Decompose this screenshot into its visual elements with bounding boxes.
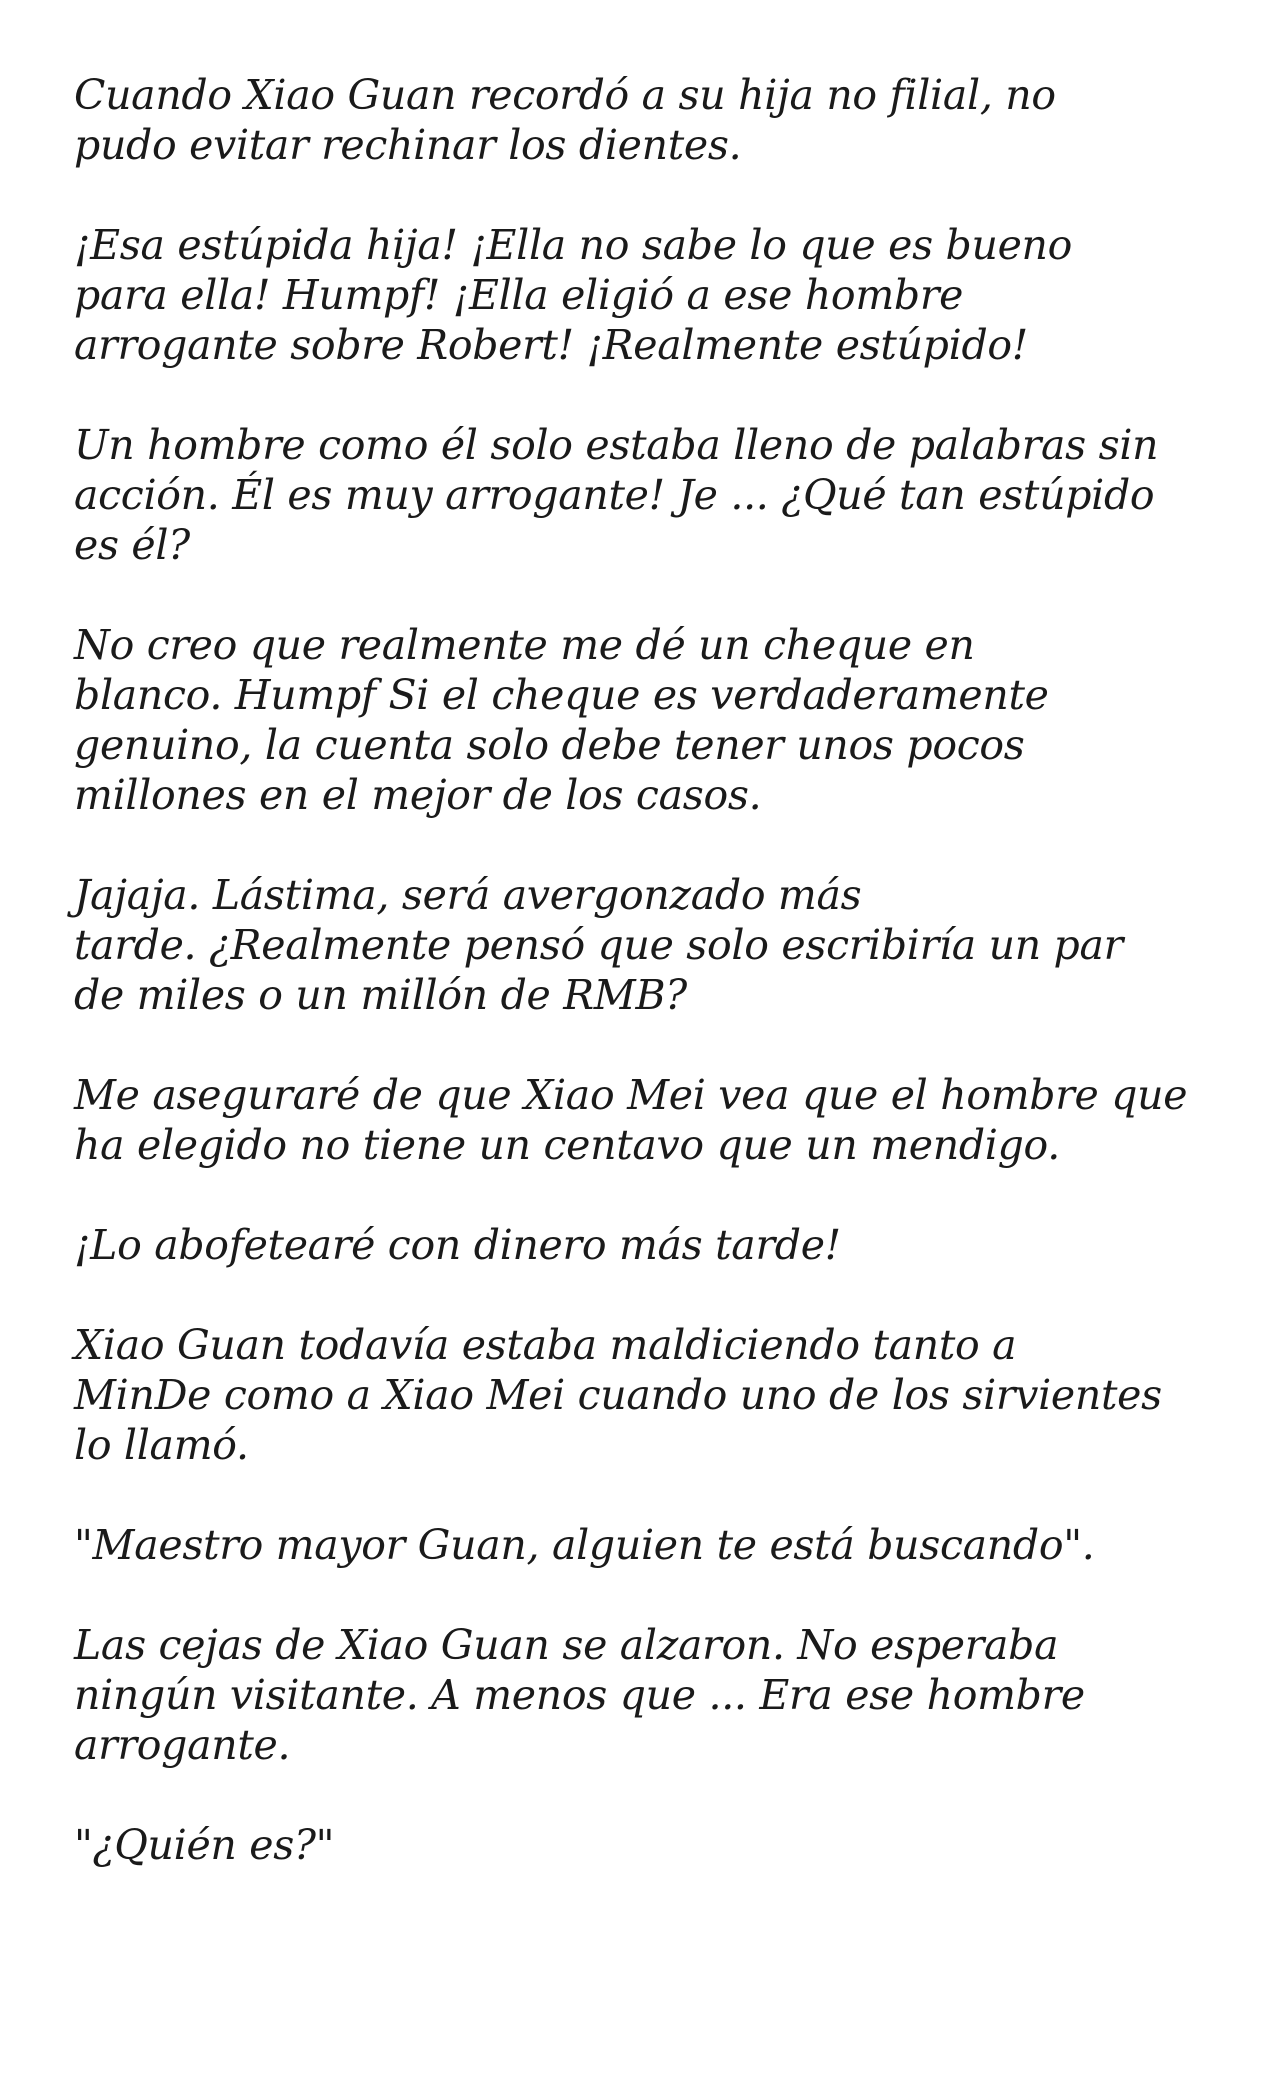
paragraph-10: Las cejas de Xiao Guan se alzaron. No esperaba ningún visitante. A menos que ... Era ese hombre arrogante. xyxy=(74,1621,1085,1769)
paragraph-9: "Maestro mayor Guan, alguien te está buscando". xyxy=(74,1521,1095,1569)
paragraph-11: "¿Quién es?" xyxy=(74,1821,335,1869)
paragraph-3: Un hombre como él solo estaba lleno de palabras sin acción. Él es muy arrogante! Je ... ¿Qué tan estúpido es él? xyxy=(74,421,1159,569)
document-body xyxy=(74,70,1234,1870)
paragraph-5: Jajaja. Lástima, será avergonzado más tarde. ¿Realmente pensó que solo escribiría un par de miles o un millón de RMB? xyxy=(74,871,1123,1019)
paragraph-1: Cuando Xiao Guan recordó a su hija no filial, no pudo evitar rechinar los dientes. xyxy=(74,71,1056,169)
paragraph-4: No creo que realmente me dé un cheque en blanco. Humpf Si el cheque es verdaderamente genuino, la cuenta solo debe tener unos pocos millones en el mejor de los casos. xyxy=(74,621,1049,819)
paragraph-6: Me aseguraré de que Xiao Mei vea que el hombre que ha elegido no tiene un centavo que un mendigo. xyxy=(74,1071,1188,1169)
paragraph-7: ¡Lo abofetearé con dinero más tarde! xyxy=(74,1221,841,1269)
paragraph-2: ¡Esa estúpida hija! ¡Ella no sabe lo que es bueno para ella! Humpf! ¡Ella eligió a ese hombre arrogante sobre Robert! ¡Realmente estúpido! xyxy=(74,221,1073,369)
paragraph-8: Xiao Guan todavía estaba maldiciendo tanto a MinDe como a Xiao Mei cuando uno de los sirvientes lo llamó. xyxy=(74,1321,1162,1469)
